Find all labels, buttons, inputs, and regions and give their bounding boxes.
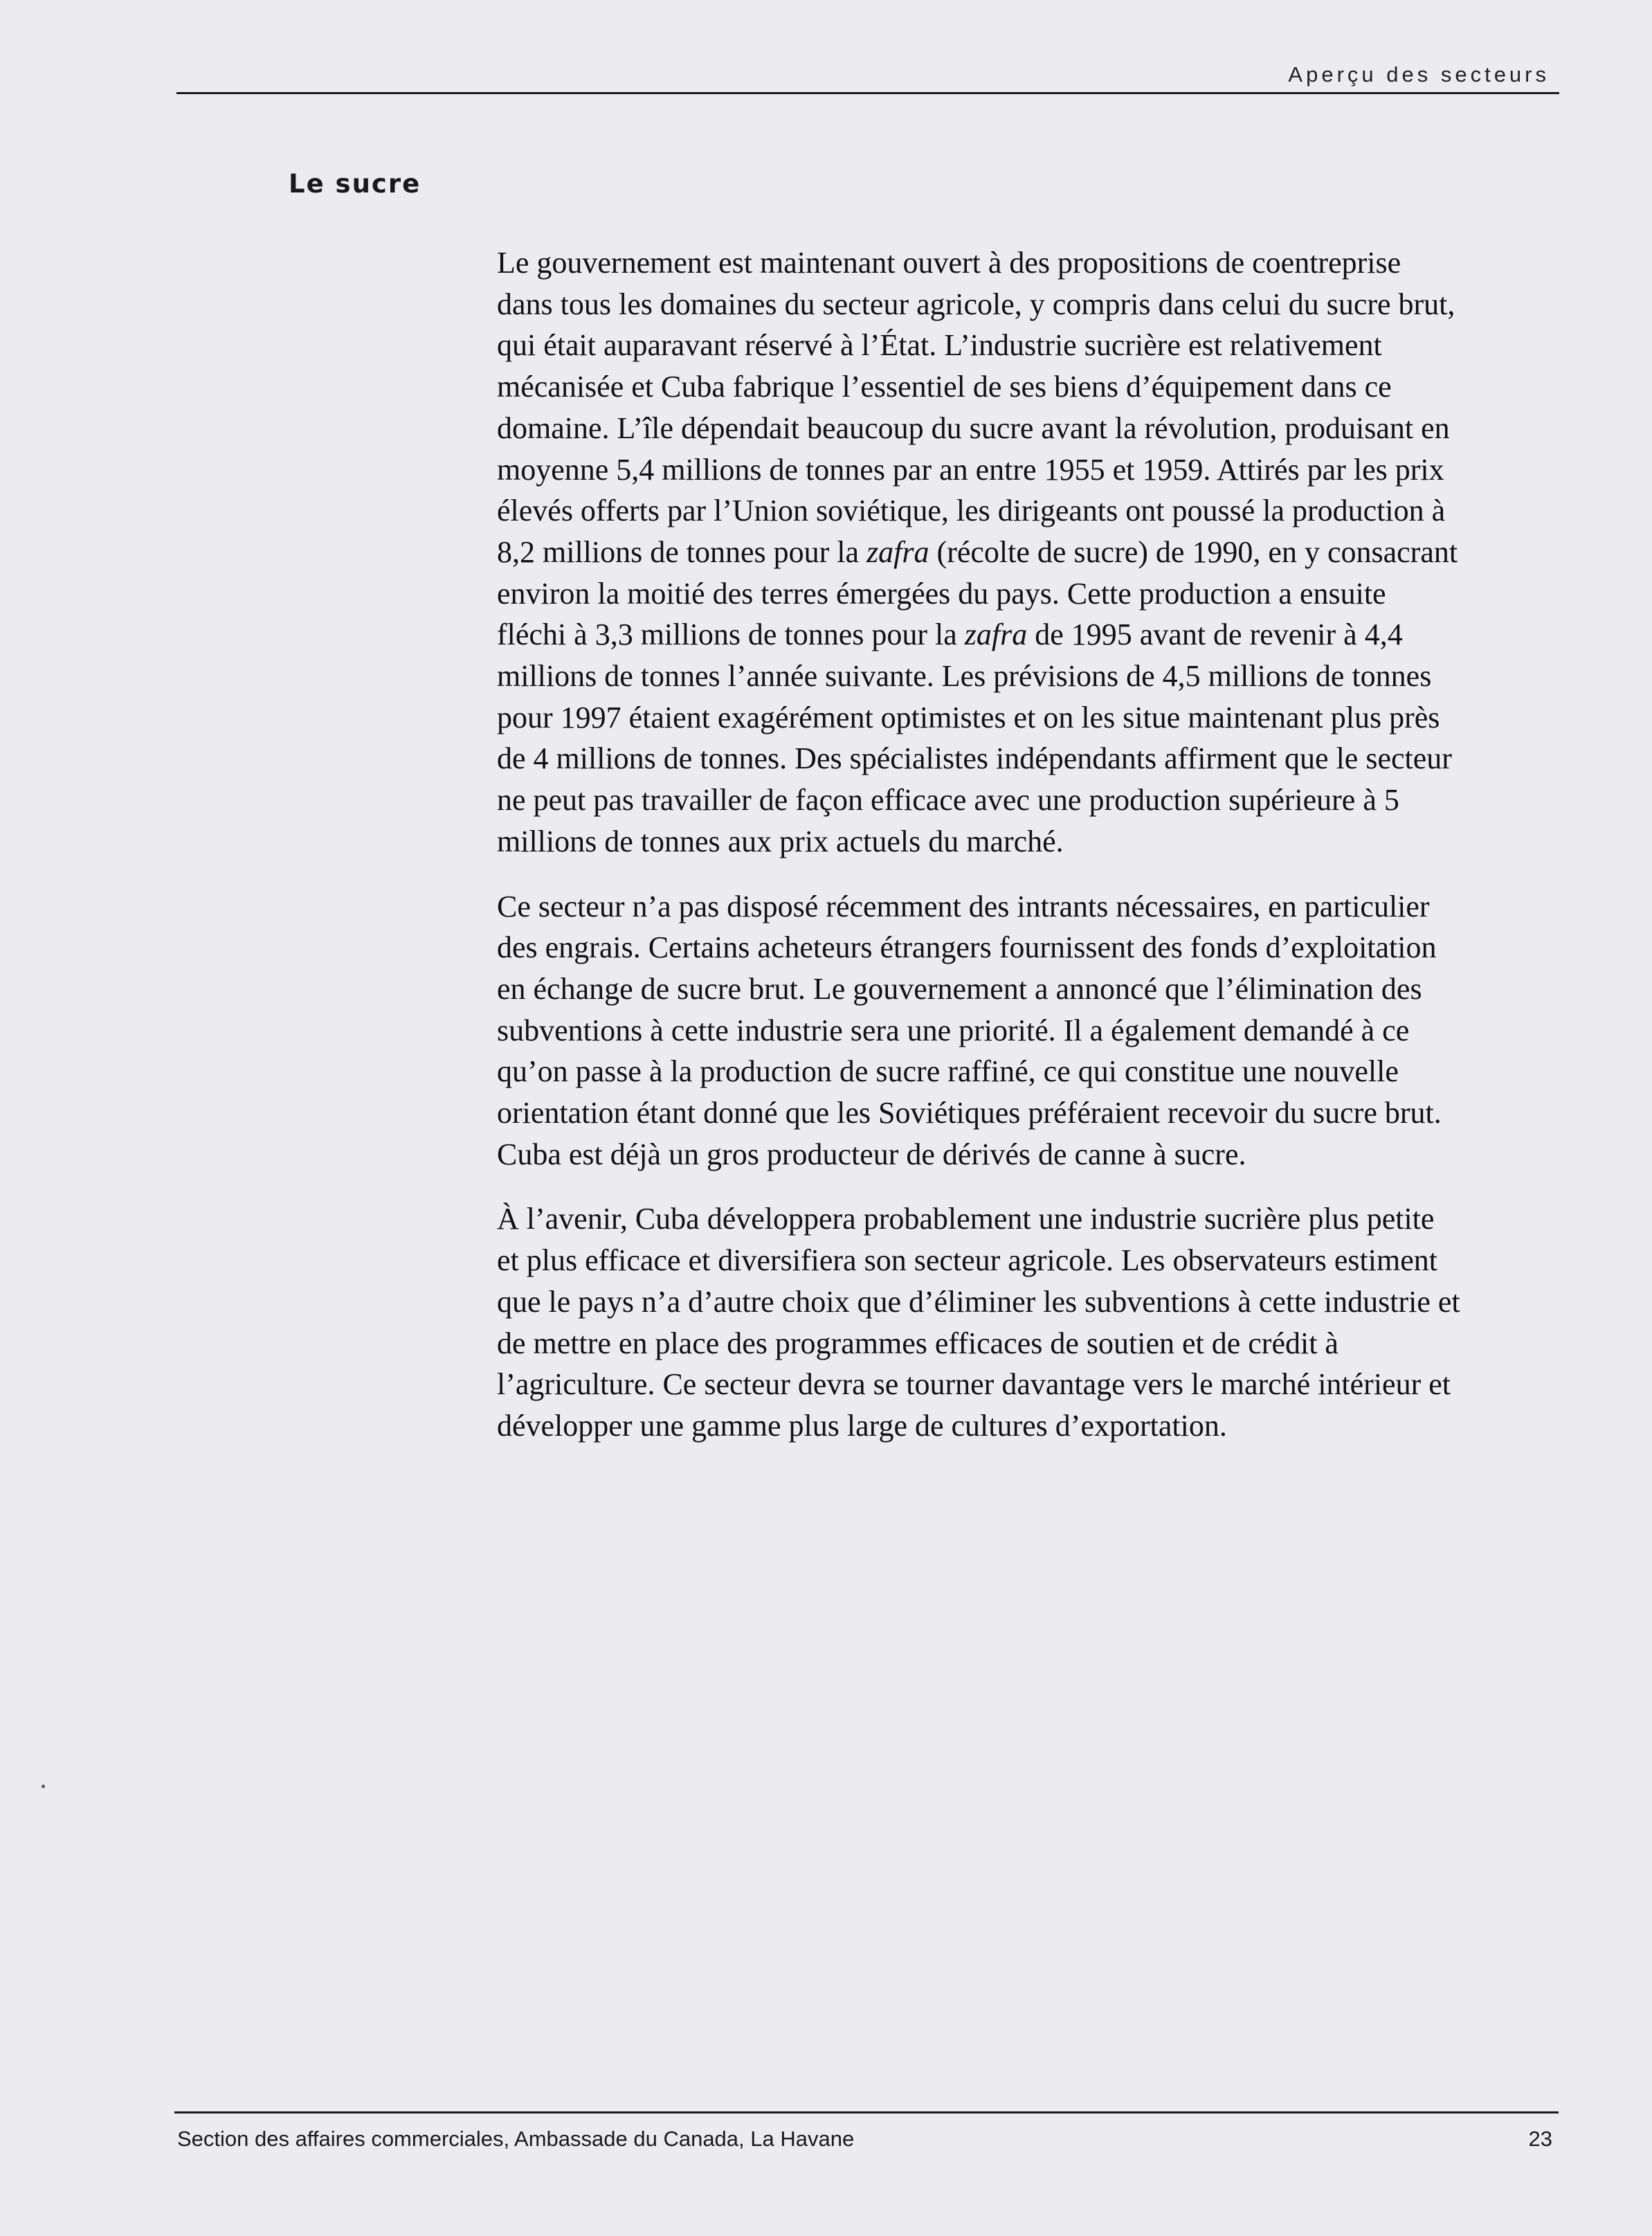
paragraph-1-text-c: de 1995 avant de revenir à 4,4 millions de tonnes l’année suivante. Les prévisions de 4,5 millions de tonnes pour 1997 étaient exagérément optimistes et on les situe maintenant plus près de 4 millions de tonnes. Des spécialistes indépendants affirment que le secteur ne peut pas travailler de façon efficace avec une production supérieure à 5 millions de tonnes aux prix actuels du marché. xyxy=(497,617,1452,858)
running-header: Aperçu des secteurs xyxy=(1288,62,1550,87)
footer-divider xyxy=(174,2111,1559,2113)
zafra-term: zafra xyxy=(866,534,929,569)
paragraph-1 xyxy=(497,242,1462,863)
footer-source: Section des affaires commerciales, Ambassade du Canada, La Havane xyxy=(177,2127,855,2151)
zafra-term: zafra xyxy=(964,617,1028,652)
header-divider xyxy=(176,92,1559,94)
section-title: Le sucre xyxy=(289,169,421,199)
body-text xyxy=(497,242,1462,1470)
paragraph-1-text-a: Le gouvernement est maintenant ouvert à des propositions de coentreprise dans tous les domaines du secteur agricole, y compris dans celui du sucre brut, qui était auparavant réservé à l’État. L’industrie sucrière est relativement mécanisée et Cuba fabrique l’essentiel de ses biens d’équipement dans ce domaine. L’île dépendait beaucoup du sucre avant la révolution, produisant en moyenne 5,4 millions de tonnes par an entre 1955 et 1959. Attirés par les prix élevés offerts par l’Union soviétique, les dirigeants ont poussé la production à 8,2 millions de tonnes pour la xyxy=(497,246,1455,569)
paragraph-2: Ce secteur n’a pas disposé récemment des intrants nécessaires, en particulier des engrais. Certains acheteurs étrangers fournissent des fonds d’exploitation en échange de sucre brut. Le gouvernement a annoncé que l’élimination des subventions à cette industrie sera une priorité. Il a également demandé à ce qu’on passe à la production de sucre raffiné, ce qui constitue une nouvelle orientation étant donné que les Soviétiques préféraient recevoir du sucre brut. Cuba est déjà un gros producteur de dérivés de canne à sucre. xyxy=(497,889,1442,1171)
scan-speck xyxy=(42,1785,45,1788)
page-number: 23 xyxy=(1528,2127,1552,2151)
paragraph-1-text-b: (récolte de sucre) de 1990, en y consacrant environ la moitié des terres émergées du pays. Cette production a ensuite fléchi à 3,3 millions de tonnes pour la xyxy=(497,534,1458,652)
paragraph-3: À l’avenir, Cuba développera probablement une industrie sucrière plus petite et plus efficace et diversifiera son secteur agricole. Les observateurs estiment que le pays n’a d’autre choix que d’éliminer les subventions à cette industrie et de mettre en place des programmes efficaces de soutien et de crédit à l’agriculture. Ce secteur devra se tourner davantage vers le marché intérieur et développer une gamme plus large de cultures d’exportation. xyxy=(497,1202,1460,1443)
